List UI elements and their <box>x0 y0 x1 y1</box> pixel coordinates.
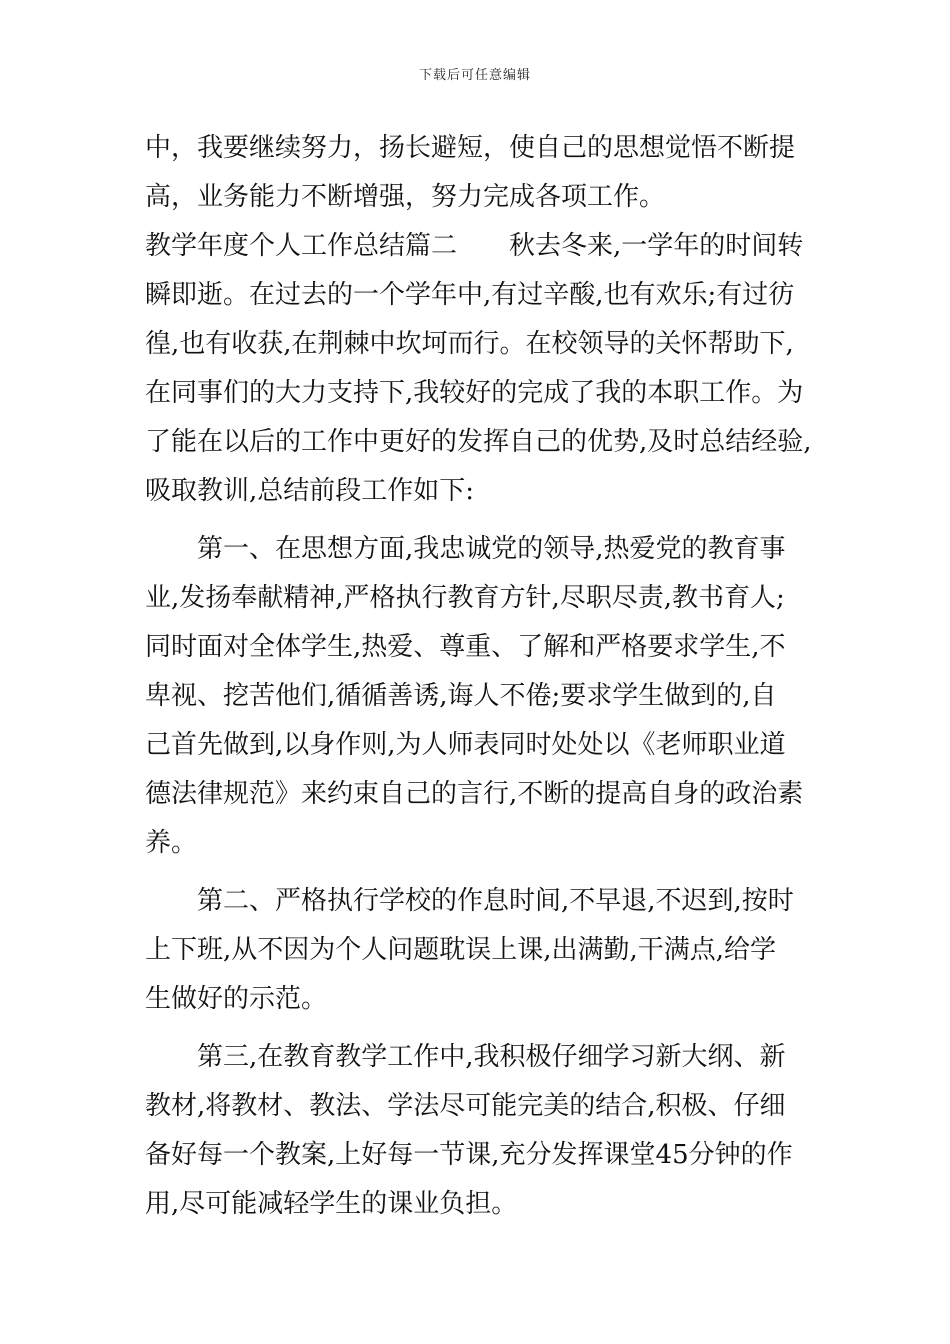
text-line: 用,尽可能减轻学生的课业负担。 <box>145 1189 518 1219</box>
paragraph <box>145 124 810 516</box>
text-line: 上下班,从不因为个人问题耽误上课,出满勤,干满点,给学 <box>145 935 777 965</box>
page-header: 下载后可任意编辑 <box>418 68 531 83</box>
paragraph <box>145 525 810 868</box>
text-line: 瞬即逝。在过去的一个学年中,有过辛酸,也有欢乐;有过彷 <box>145 280 795 310</box>
text-line: 第二、严格执行学校的作息时间,不早退,不迟到,按时 <box>197 886 794 916</box>
text-line: 吸取教训,总结前段工作如下: <box>145 476 475 506</box>
text-line: 己首先做到,以身作则,为人师表同时处处以《老师职业道 <box>145 730 786 760</box>
text-line: 德法律规范》来约束自己的言行,不断的提高自身的政治素 <box>145 779 804 809</box>
text-line: 备好每一个教案,上好每一节课,充分发挥课堂45分钟的作 <box>145 1140 793 1170</box>
text-line: 业,发扬奉献精神,严格执行教育方针,尽职尽责,教书育人; <box>145 583 785 613</box>
text-line: 第一、在思想方面,我忠诚党的领导,热爱党的教育事 <box>197 534 786 564</box>
text-line: 徨,也有收获,在荆棘中坎坷而行。在校领导的关怀帮助下, <box>145 329 794 359</box>
paragraph <box>145 877 810 1024</box>
text-line: 养。 <box>145 828 198 858</box>
text-line: 中，我要继续努力，扬长避短，使自己的思想觉悟不断提 <box>145 133 796 163</box>
paragraph <box>145 1033 810 1229</box>
text-line: 高，业务能力不断增强，努力完成各项工作。 <box>145 182 666 212</box>
text-line: 在同事们的大力支持下,我较好的完成了我的本职工作。为 <box>145 378 804 408</box>
text-line: 教材,将教材、教法、学法尽可能完美的结合,积极、仔细 <box>145 1091 786 1121</box>
document-body <box>145 124 810 1229</box>
text-line: 第三,在教育教学工作中,我积极仔细学习新大纲、新 <box>197 1042 786 1072</box>
text-line: 生做好的示范。 <box>145 984 328 1014</box>
text-line: 了能在以后的工作中更好的发挥自己的优势,及时总结经验, <box>145 427 812 457</box>
text-line: 卑视、挖苦他们,循循善诱,诲人不倦;要求学生做到的,自 <box>145 681 777 711</box>
text-line: 同时面对全体学生,热爱、尊重、了解和严格要求学生,不 <box>145 632 786 662</box>
text-line: 教学年度个人工作总结篇二 秋去冬来,一学年的时间转 <box>145 231 804 261</box>
